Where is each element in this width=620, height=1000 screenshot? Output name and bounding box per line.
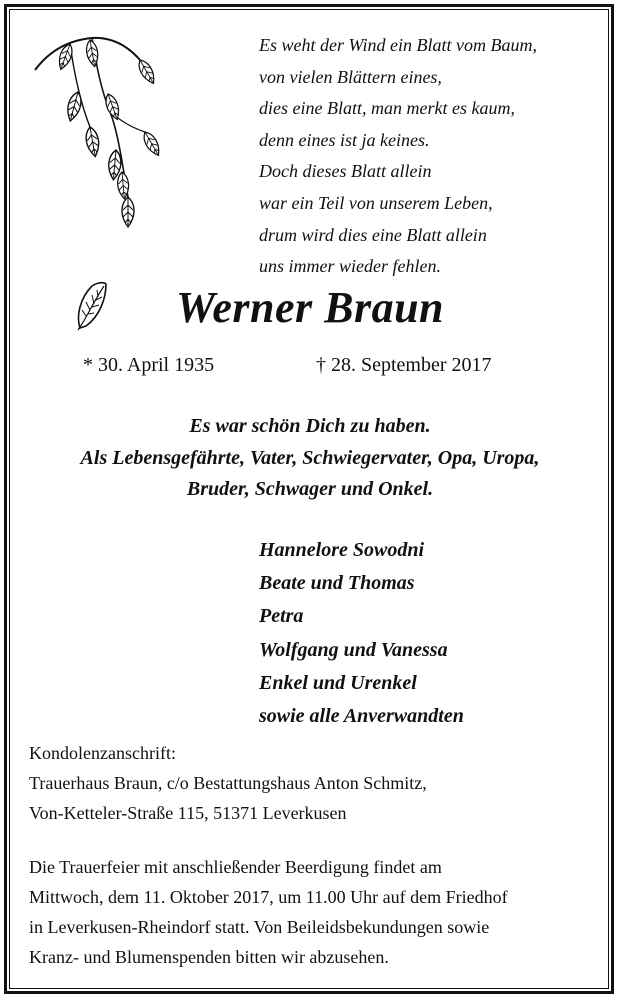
poem-line: denn eines ist ja keines. [259, 129, 430, 150]
notice-line: Die Trauerfeier mit anschließender Beerdigung findet am [29, 857, 442, 877]
birth-date: * 30. April 1935 [83, 354, 215, 376]
notice-line: Kranz- und Blumenspenden bitten wir abzusehen. [29, 947, 389, 967]
poem-line: drum wird dies eine Blatt allein [259, 224, 487, 245]
memorial-poem [259, 30, 537, 283]
poem-line: Es weht der Wind ein Blatt vom Baum, [259, 35, 537, 55]
notice-line: in Leverkusen-Rheindorf statt. Von Beileidsbekundungen sowie [29, 917, 490, 937]
mourner-name: sowie alle Anverwandten [259, 705, 464, 728]
poem-line: Doch dieses Blatt allein [259, 161, 432, 182]
tribute-line: Als Lebensgefährte, Vater, Schwiegervater, Opa, Uropa, [80, 446, 540, 469]
address-line: Trauerhaus Braun, c/o Bestattungshaus Anton Schmitz, [29, 773, 427, 793]
poem-line: dies eine Blatt, man merkt es kaum, [259, 98, 515, 119]
tribute-line: Es war schön Dich zu haben. [189, 415, 431, 437]
birch-branch-icon [30, 32, 170, 232]
deceased-name: Werner Braun [175, 283, 445, 332]
mourner-name: Wolfgang und Vanessa [259, 638, 448, 661]
poem-line: von vielen Blättern eines, [259, 66, 442, 87]
condolence-address [29, 738, 427, 828]
address-line: Von-Ketteler-Straße 115, 51371 Leverkusen [29, 803, 347, 823]
poem-line: war ein Teil von unserem Leben, [259, 192, 493, 213]
mourners-list [259, 534, 464, 733]
death-date: † 28. September 2017 [316, 354, 492, 376]
mourner-name: Beate und Thomas [259, 572, 415, 595]
tribute-line: Bruder, Schwager und Onkel. [186, 478, 434, 500]
mourner-name: Hannelore Sowodni [259, 539, 425, 561]
funeral-notice [29, 852, 508, 972]
mourner-name: Petra [259, 605, 304, 628]
tribute-text [0, 411, 620, 506]
notice-line: Mittwoch, dem 11. Oktober 2017, um 11.00 Uhr auf dem Friedhof [29, 887, 508, 907]
poem-line: uns immer wieder fehlen. [259, 256, 441, 277]
mourner-name: Enkel und Urenkel [259, 671, 417, 694]
address-line: Kondolenzanschrift: [29, 743, 176, 763]
